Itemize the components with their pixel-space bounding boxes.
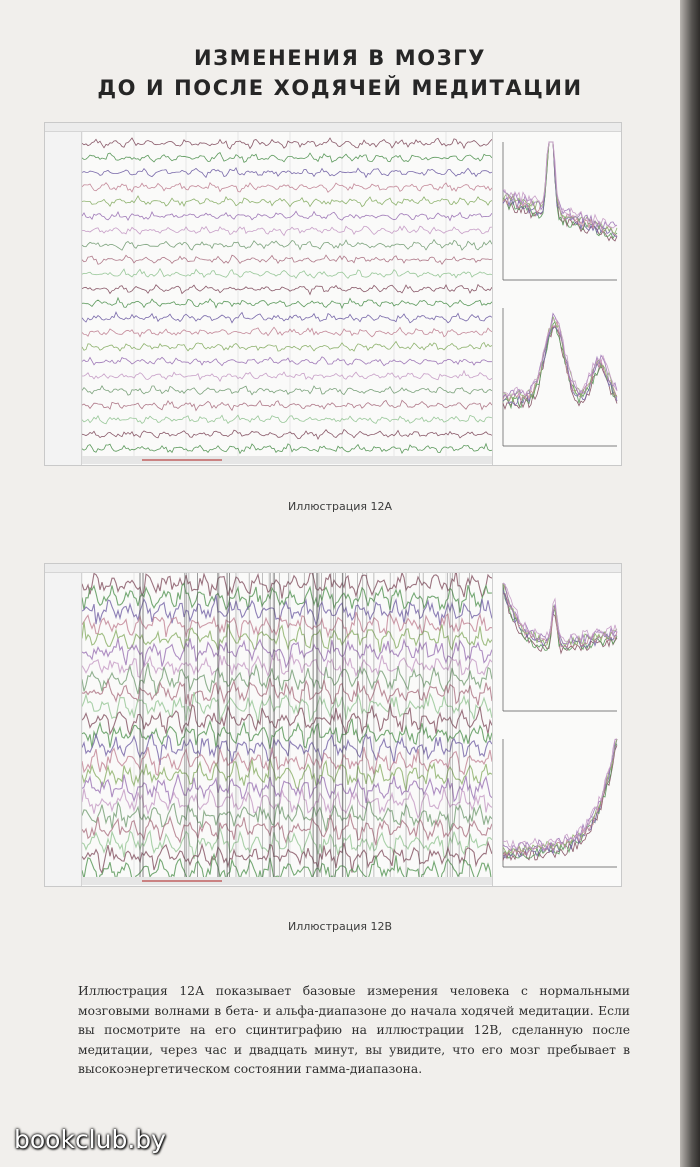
eeg-trace <box>82 371 492 381</box>
eeg-channel-panel <box>45 132 82 465</box>
eeg-trace <box>82 327 492 337</box>
spectrum-curve <box>503 739 617 854</box>
watermark: bookclub.by <box>14 1125 166 1154</box>
eeg-menu-bar <box>45 564 621 573</box>
eeg-trace <box>82 269 492 279</box>
spectrum-panel <box>495 132 621 465</box>
page-title-line-1: ИЗМЕНЕНИЯ В МОЗГУ <box>193 46 487 70</box>
spectrum-curve <box>503 142 617 228</box>
eeg-trace <box>82 153 492 163</box>
eeg-trace <box>82 357 492 366</box>
eeg-channel-panel <box>45 573 82 886</box>
eeg-trace <box>82 240 492 251</box>
eeg-trace <box>82 430 492 440</box>
figure-caption-12a: Иллюстрация 12А <box>287 500 392 513</box>
eeg-trace <box>82 226 492 235</box>
eeg-trace <box>82 285 492 295</box>
spectrum-curve <box>503 142 617 236</box>
spectrum-curve <box>503 739 617 851</box>
spectrum-curve <box>503 142 617 233</box>
eeg-figure-12a <box>44 122 622 466</box>
eeg-trace <box>82 211 492 220</box>
spectrum-curve <box>503 142 617 228</box>
spectrum-curve <box>503 590 617 648</box>
eeg-trace-area <box>82 132 493 465</box>
eeg-trace <box>82 196 492 207</box>
eeg-trace <box>82 444 492 454</box>
eeg-trace <box>82 183 492 193</box>
body-paragraph: Иллюстрация 12А показывает базовые измерения человека с нормальными мозговыми волнами в бета- и альфа-диапазоне до начала ходячей медитации. Если вы посмотрите на его сцинтиграфию на иллюстрации 12В, сделанную после медитации, через час и двадцать минут, вы увидите, что его мозг пребывает в высокоэнергетическом состоянии гамма-диапазона. <box>78 984 630 1076</box>
eeg-trace <box>82 415 492 424</box>
eeg-menu-bar <box>45 123 621 132</box>
eeg-trace <box>82 342 492 352</box>
page-title-line-2: ДО И ПОСЛЕ ХОДЯЧЕЙ МЕДИТАЦИИ <box>97 76 583 100</box>
spectrum-panel <box>495 573 621 886</box>
eeg-trace <box>82 386 492 395</box>
spectrum-curve <box>503 314 617 398</box>
spectrum-curve <box>503 739 617 849</box>
eeg-trace <box>82 298 492 308</box>
eeg-trace <box>82 400 492 410</box>
spectrum-curve <box>503 583 617 641</box>
eeg-trace-area <box>82 573 493 886</box>
book-spine-shadow <box>680 0 700 1167</box>
eeg-trace <box>82 312 492 323</box>
eeg-figure-12b <box>44 563 622 887</box>
eeg-trace <box>82 138 492 149</box>
figure-caption-12b: Иллюстрация 12В <box>287 920 393 933</box>
eeg-trace <box>82 255 492 264</box>
eeg-trace <box>82 168 492 178</box>
